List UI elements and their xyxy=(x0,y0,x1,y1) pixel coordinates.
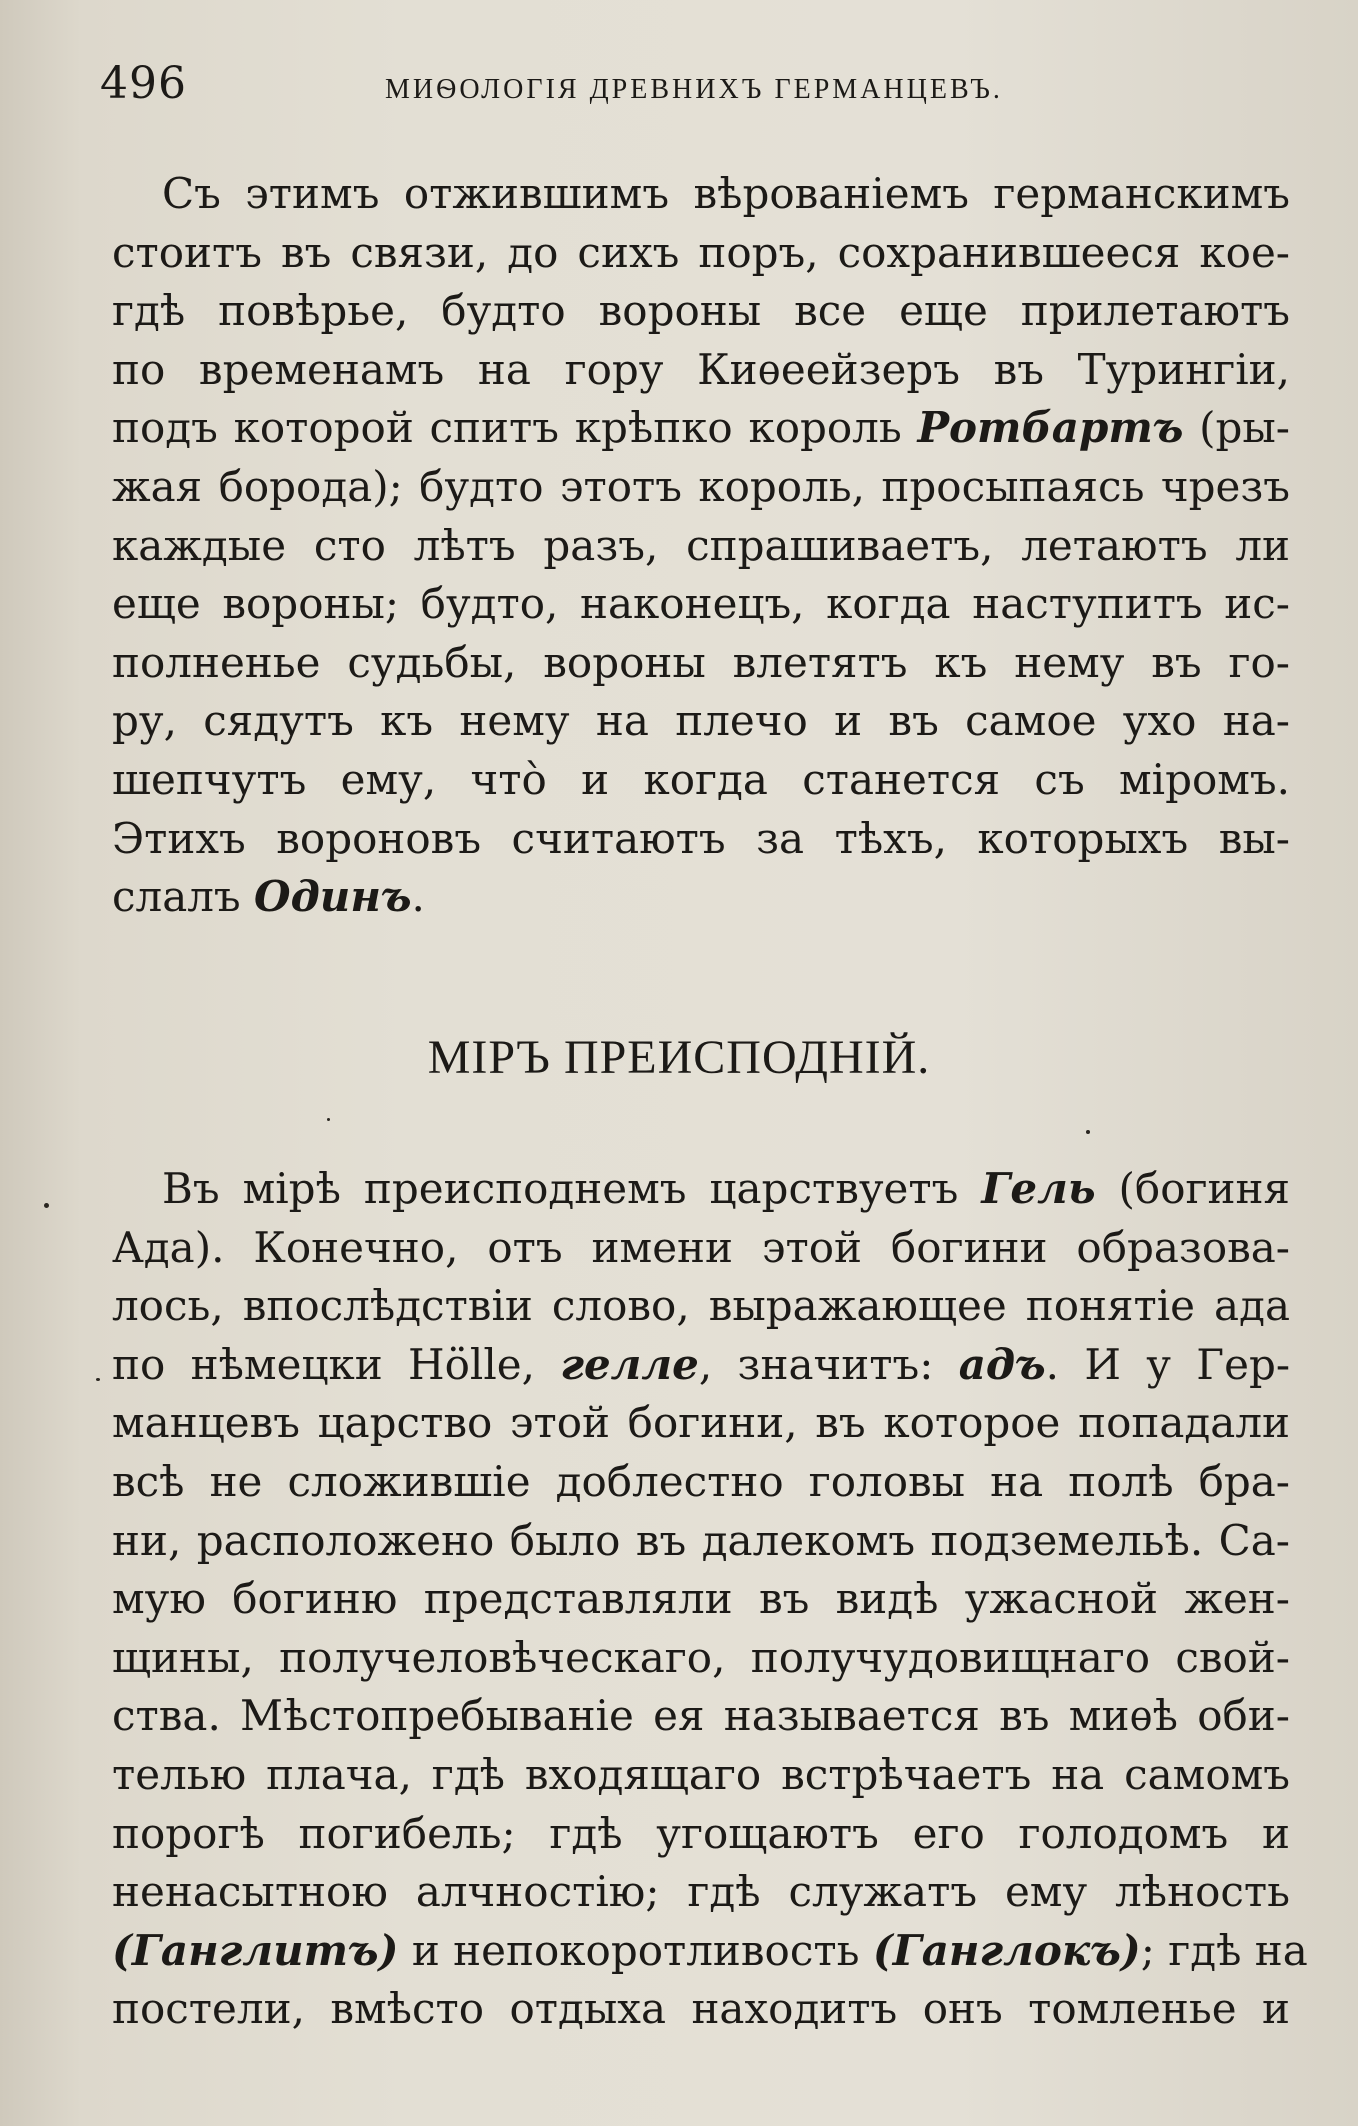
ink-speck xyxy=(96,1378,100,1381)
italic-term-ganglok: (Ганглокъ) xyxy=(872,1925,1141,1975)
text-line xyxy=(112,868,1290,927)
section-heading: МІРЪ ПРЕИСПОДНІЙ. xyxy=(427,1031,931,1084)
italic-term-gel: Гель xyxy=(981,1164,1096,1213)
text-line: каждые сто лѣтъ разъ, спрашиваетъ, летаютъ ли xyxy=(112,520,1290,570)
text-fragment: подъ которой спитъ крѣпко король xyxy=(112,403,902,453)
page-number: 496 xyxy=(100,58,187,109)
text-line: стоитъ въ связи, до сихъ поръ, сохранившееся кое- xyxy=(112,227,1290,277)
text-line: полненье судьбы, вороны влетятъ къ нему въ го- xyxy=(112,637,1290,687)
text-line xyxy=(112,1922,1308,1981)
ink-speck xyxy=(44,1203,49,1208)
text-line: Ада). Конечно, отъ имени этой богини образова- xyxy=(112,1222,1290,1272)
text-line: по временамъ на гору Киѳеейзеръ въ Турингіи, xyxy=(112,344,1290,394)
text-line: телью плача, гдѣ входящаго встрѣчаетъ на самомъ xyxy=(112,1749,1290,1799)
text-line xyxy=(112,399,1290,458)
text-line: ни, расположено было въ далекомъ подземельѣ. Са- xyxy=(112,1515,1290,1565)
italic-term-gelle: гелле xyxy=(560,1339,699,1389)
italic-term-odin: Одинъ xyxy=(254,872,412,922)
text-line: манцевъ царство этой богини, въ которое попадали xyxy=(112,1398,1290,1448)
text-line: всѣ не сложившіе доблестно головы на полѣ бра- xyxy=(112,1456,1290,1506)
text-line: щины, получеловѣческаго, получудовищнаго свой- xyxy=(112,1632,1290,1682)
text-line: ненасытною алчностію; гдѣ служатъ ему лѣность xyxy=(112,1867,1290,1917)
text-fragment: (богиня xyxy=(1118,1164,1290,1213)
text-fragment: по нѣмецки Hölle, xyxy=(112,1339,535,1389)
text-line: Этихъ вороновъ считаютъ за тѣхъ, которыхъ вы- xyxy=(112,813,1290,863)
page-header xyxy=(100,58,1300,118)
paragraph-ravens xyxy=(112,165,1290,927)
text-line: порогѣ погибель; гдѣ угощаютъ его голодомъ и xyxy=(112,1808,1290,1858)
ink-speck xyxy=(327,1118,330,1121)
text-line xyxy=(112,1336,1290,1395)
text-fragment: ; гдѣ на xyxy=(1140,1925,1308,1975)
text-line: шепчутъ ему, что̀ и когда станется съ міромъ. xyxy=(112,754,1290,804)
text-fragment: . И у Гер- xyxy=(1045,1339,1291,1389)
text-line: мую богиню представляли въ видѣ ужасной жен- xyxy=(112,1574,1290,1624)
text-line: гдѣ повѣрье, будто вороны все еще прилетаютъ xyxy=(112,286,1290,336)
text-fragment: и непокоротливость xyxy=(411,1925,860,1975)
ink-speck xyxy=(1086,1130,1090,1134)
text-fragment: (ры- xyxy=(1199,403,1290,453)
text-line: жая борода); будто этотъ король, просыпаясь чрезъ xyxy=(112,461,1290,511)
paragraph-underworld xyxy=(112,1160,1308,2039)
text-line: постели, вмѣсто отдыха находитъ онъ томленье и xyxy=(112,1984,1290,2034)
text-line: лось, впослѣдствіи слово, выражающее понятіе ада xyxy=(112,1281,1290,1331)
text-fragment: Въ мірѣ преисподнемъ царствуетъ xyxy=(162,1164,959,1213)
text-fragment: слалъ xyxy=(112,872,241,922)
text-line xyxy=(112,1160,1290,1219)
text-line: ру, сядутъ къ нему на плечо и въ самое ухо на- xyxy=(112,696,1290,746)
text-fragment: . xyxy=(411,872,425,922)
running-title: МИѲОЛОГІЯ ДРЕВНИХЪ ГЕРМАНЦЕВЪ. xyxy=(385,74,1003,105)
italic-term-ad: адъ xyxy=(958,1339,1046,1389)
text-fragment: , значитъ: xyxy=(698,1339,934,1389)
text-line: еще вороны; будто, наконецъ, когда наступитъ ис- xyxy=(112,579,1290,629)
text-line: Съ этимъ отжившимъ вѣрованіемъ германскимъ xyxy=(162,169,1290,218)
text-line: ства. Мѣстопребываніе ея называется въ миѳѣ оби- xyxy=(112,1691,1290,1741)
italic-term-rotbart: Ротбартъ xyxy=(917,403,1184,453)
italic-term-ganglit: (Ганглитъ) xyxy=(112,1925,399,1975)
